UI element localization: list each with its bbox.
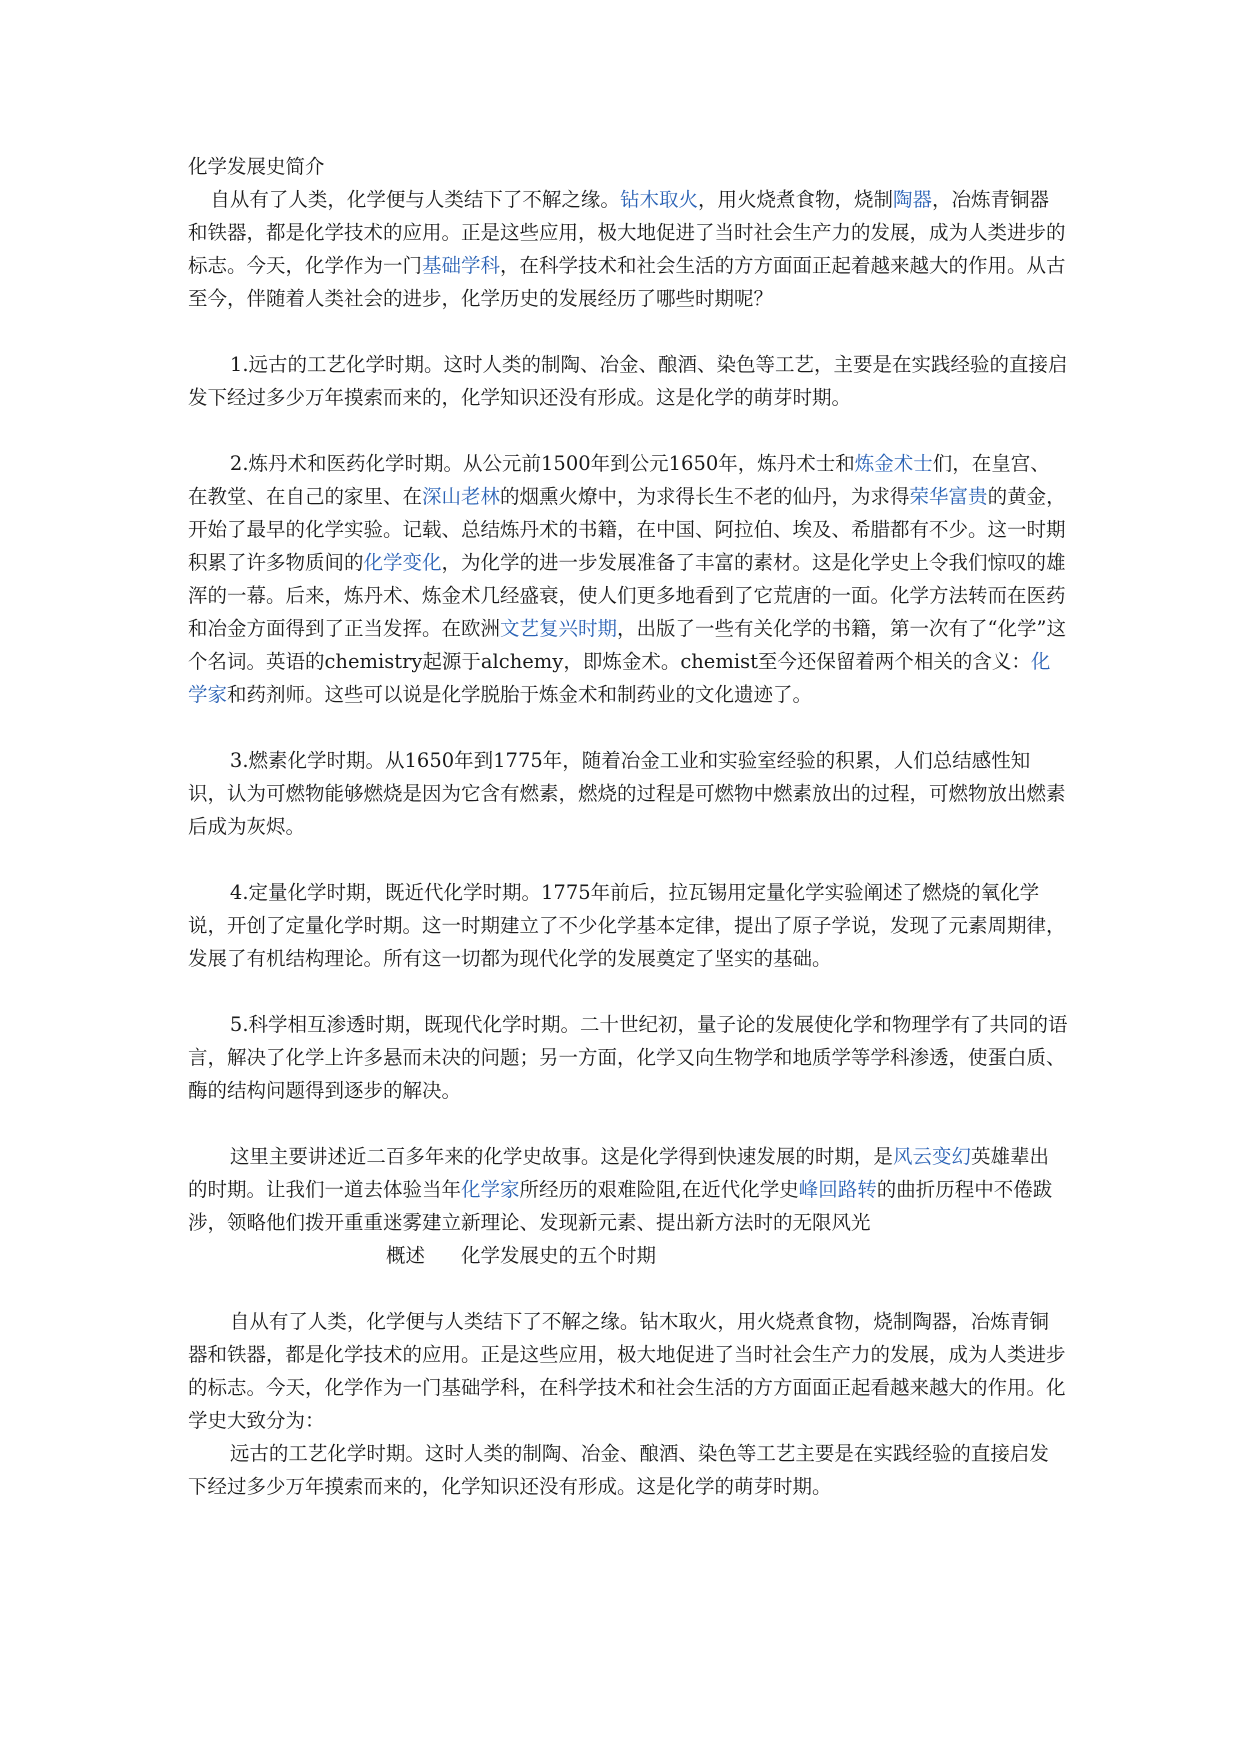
paragraph-text: 英雄辈出的时期。让我们一道去体验当年: [188, 1145, 1049, 1201]
hyperlink[interactable]: 文艺复兴时期: [500, 617, 618, 640]
paragraph-text: 所经历的艰难险阻,在近代化学史: [519, 1178, 799, 1201]
paragraph-text: ，出版了一些有关化学的书籍，第一次有了“化学”这个名词。英语的chemistry起源于alchemy，即炼金术。chemist至今还保留着两个相关的含义：: [188, 617, 1066, 673]
paragraph-text: 1.远古的工艺化学时期。这时人类的制陶、冶金、酿酒、染色等工艺，主要是在实践经验的直接启发下经过多少万年摸索而来的，化学知识还没有形成。这是化学的萌芽时期。: [188, 353, 1068, 409]
hyperlink[interactable]: 基础学科: [422, 254, 501, 277]
section-heading-right: 化学发展史的五个时期: [461, 1244, 657, 1267]
intro-paragraph: [188, 183, 1068, 315]
hyperlink[interactable]: 炼金术士: [854, 452, 933, 475]
period-4-paragraph: [188, 876, 1068, 975]
paragraph-text: 的黄金，开始了最早的化学实验。记载、总结炼丹术的书籍，在中国、阿拉伯、埃及、希腊都有不少。这一时期积累了许多物质间的: [188, 485, 1066, 574]
paragraph-text: 自从有了人类，化学便与人类结下了不解之缘。: [210, 188, 620, 211]
paragraph-text: 们，在皇宫、在教堂、在自己的家里、在: [188, 452, 1050, 508]
hyperlink[interactable]: 化学变化: [363, 551, 442, 574]
period-2-paragraph: [188, 447, 1068, 711]
paragraph-text: ，冶炼青铜器和铁器，都是化学技术的应用。正是这些应用，极大地促进了当时社会生产力的发展，成为人类进步的标志。今天，化学作为一门: [188, 188, 1066, 277]
period-3-paragraph: [188, 744, 1068, 843]
document-page: [188, 150, 1068, 1503]
paragraph-text: 3.燃素化学时期。从1650年到1775年，随着冶金工业和实验室经验的积累，人们总结感性知识，认为可燃物能够燃烧是因为它含有燃素，燃烧的过程是可燃物中燃素放出的过程，可燃物放出燃素后成为灰烬。: [188, 749, 1066, 838]
paragraph-text: 这里主要讲述近二百多年来的化学史故事。这是化学得到快速发展的时期，是: [229, 1145, 893, 1168]
overview-paragraph: [188, 1305, 1068, 1437]
paragraph-text: ，为化学的进一步发展准备了丰富的素材。这是化学史上令我们惊叹的雄浑的一幕。后来，炼丹术、炼金术几经盛衰，使人们更多地看到了它荒唐的一面。化学方法转而在医药和冶金方面得到了正当发挥。在欧洲: [188, 551, 1066, 640]
hyperlink[interactable]: 风云变幻: [892, 1145, 971, 1168]
paragraph-text: 和药剂师。这些可以说是化学脱胎于炼金术和制药业的文化遗迹了。: [227, 683, 813, 706]
paragraph-text: 5.科学相互渗透时期，既现代化学时期。二十世纪初，量子论的发展使化学和物理学有了共同的语言，解决了化学上许多悬而未决的问题；另一方面，化学又向生物学和地质学等学科渗透，使蛋白质、酶的结构问题得到逐步的解决。: [188, 1013, 1068, 1102]
overview-period-1-paragraph: [188, 1437, 1068, 1503]
paragraph-text: 自从有了人类，化学便与人类结下了不解之缘。钻木取火，用火烧煮食物，烧制陶器，冶炼青铜器和铁器，都是化学技术的应用。正是这些应用，极大地促进了当时社会生产力的发展，成为人类进步的标志。今天，化学作为一门基础学科，在科学技术和社会生活的方方面面正起看越来越大的作用。化学史大致分为：: [188, 1310, 1066, 1432]
paragraph-text: 远古的工艺化学时期。这时人类的制陶、冶金、酿酒、染色等工艺主要是在实践经验的直接启发下经过多少万年摸索而来的，化学知识还没有形成。这是化学的萌芽时期。: [188, 1442, 1049, 1498]
closing-paragraph: [188, 1140, 1068, 1239]
hyperlink[interactable]: 陶器: [892, 188, 932, 211]
paragraph-text: 4.定量化学时期，既近代化学时期。1775年前后，拉瓦锡用定量化学实验阐述了燃烧的氧化学说，开创了定量化学时期。这一时期建立了不少化学基本定律，提出了原子学说，发现了元素周期律，发展了有机结构理论。所有这一切都为现代化学的发展奠定了坚实的基础。: [188, 881, 1066, 970]
paragraph-text: 2.炼丹术和医药化学时期。从公元前1500年到公元1650年，炼丹术士和: [229, 452, 855, 475]
hyperlink[interactable]: 化学家: [188, 650, 1051, 706]
paragraph-text: 的烟熏火燎中，为求得长生不老的仙丹，为求得: [500, 485, 910, 508]
paragraph-text: 的曲折历程中不倦跋涉，领略他们拨开重重迷雾建立新理论、发现新元素、提出新方法时的无限风光: [188, 1178, 1053, 1234]
period-5-paragraph: [188, 1008, 1068, 1107]
document-title: 化学发展史简介: [188, 155, 325, 178]
period-1-paragraph: [188, 348, 1068, 414]
paragraph-text: ，用火烧煮食物，烧制: [697, 188, 893, 211]
paragraph-text: ，在科学技术和社会生活的方方面面正起着越来越大的作用。从古至今，伴随着人类社会的进步，化学历史的发展经历了哪些时期呢？: [188, 254, 1066, 310]
section-heading-left: 概述: [386, 1244, 426, 1267]
hyperlink[interactable]: 钻木取火: [619, 188, 698, 211]
hyperlink[interactable]: 化学家: [461, 1178, 520, 1201]
section-heading: [188, 1239, 1068, 1272]
hyperlink[interactable]: 深山老林: [422, 485, 501, 508]
hyperlink[interactable]: 荣华富贵: [909, 485, 988, 508]
hyperlink[interactable]: 峰回路转: [798, 1178, 877, 1201]
